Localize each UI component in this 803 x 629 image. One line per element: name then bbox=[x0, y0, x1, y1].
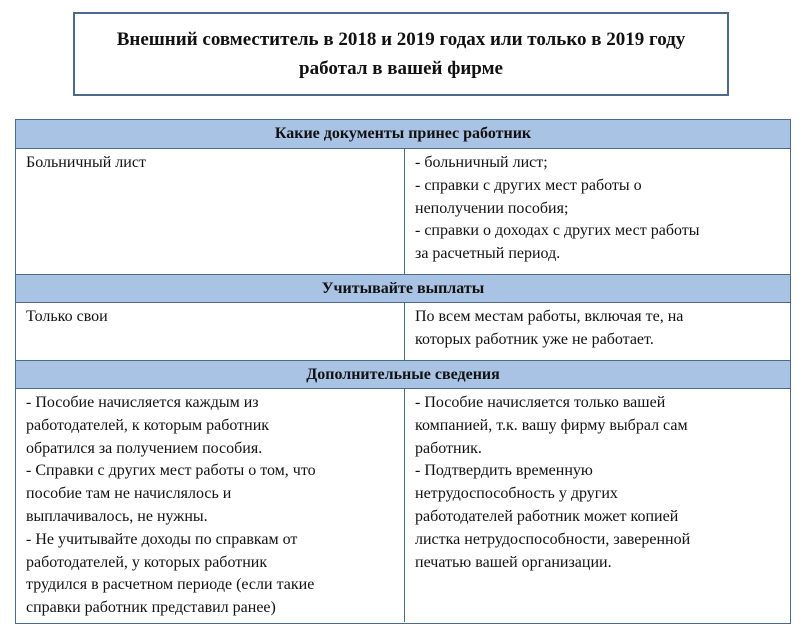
cell-line: - Справки с других мест работы о том, что bbox=[26, 462, 316, 480]
cell-line: По всем местам работы, включая те, на bbox=[415, 308, 684, 325]
section-row-payments bbox=[16, 303, 790, 360]
cell-line: обратился за получением пособия. bbox=[26, 439, 263, 457]
cell-line: трудился в расчетном периоде (если такие bbox=[26, 576, 315, 594]
cell-right bbox=[405, 389, 790, 622]
cell-line: выплачивалось, не нужны. bbox=[26, 507, 208, 525]
cell-left bbox=[16, 149, 405, 274]
cell-line: - Пособие начисляется каждым из bbox=[26, 394, 259, 411]
cell-line: - Не учитывайте доходы по справкам от bbox=[26, 530, 298, 548]
comparison-table bbox=[15, 119, 791, 624]
section-header-label: Учитывайте выплаты bbox=[321, 280, 485, 297]
cell-line: работодателей, к которым работник bbox=[26, 416, 270, 434]
cell-line: которых работник уже не работает. bbox=[415, 330, 654, 348]
cell-line: - справки с других мест работы о bbox=[415, 176, 642, 194]
cell-line: листка нетрудоспособности, заверенной bbox=[415, 530, 691, 548]
section-row-additional bbox=[16, 389, 790, 622]
cell-right bbox=[405, 149, 790, 274]
cell-line: нетрудоспособность у других bbox=[415, 485, 618, 503]
cell-line: компанией, т.к. вашу фирму выбрал сам bbox=[415, 416, 688, 434]
title-box bbox=[73, 12, 729, 96]
page-title: Внешний совместитель в 2018 и 2019 годах или только в 2019 году работал в вашей фирме bbox=[116, 29, 686, 79]
section-header-payments bbox=[16, 274, 790, 303]
cell-right bbox=[405, 303, 790, 360]
cell-left bbox=[16, 389, 405, 622]
cell-line: неполучении пособия; bbox=[415, 199, 569, 217]
cell-line: - Пособие начисляется только вашей bbox=[415, 394, 666, 411]
section-header-documents bbox=[16, 120, 790, 149]
section-row-documents bbox=[16, 149, 790, 274]
cell-line: - Подтвердить временную bbox=[415, 462, 593, 480]
cell-line: за расчетный период. bbox=[415, 245, 561, 263]
cell-line: Только свои bbox=[26, 308, 108, 325]
section-header-label: Дополнительные сведения bbox=[306, 366, 500, 383]
cell-line: печатью вашей организации. bbox=[415, 553, 612, 571]
cell-left bbox=[16, 303, 405, 360]
cell-line: - больничный лист; bbox=[415, 154, 548, 171]
cell-line: справки работник представил ранее) bbox=[26, 599, 276, 617]
cell-line: Больничный лист bbox=[26, 154, 146, 171]
cell-line: работник. bbox=[415, 439, 482, 457]
cell-line: пособие там не начислялось и bbox=[26, 485, 232, 503]
section-header-label: Какие документы принес работник bbox=[274, 125, 532, 142]
cell-line: - справки о доходах с других мест работы bbox=[415, 222, 700, 240]
cell-line: работодателей работник может копией bbox=[415, 507, 679, 525]
section-header-additional bbox=[16, 360, 790, 389]
cell-line: работодателей, у которых работник bbox=[26, 553, 268, 571]
